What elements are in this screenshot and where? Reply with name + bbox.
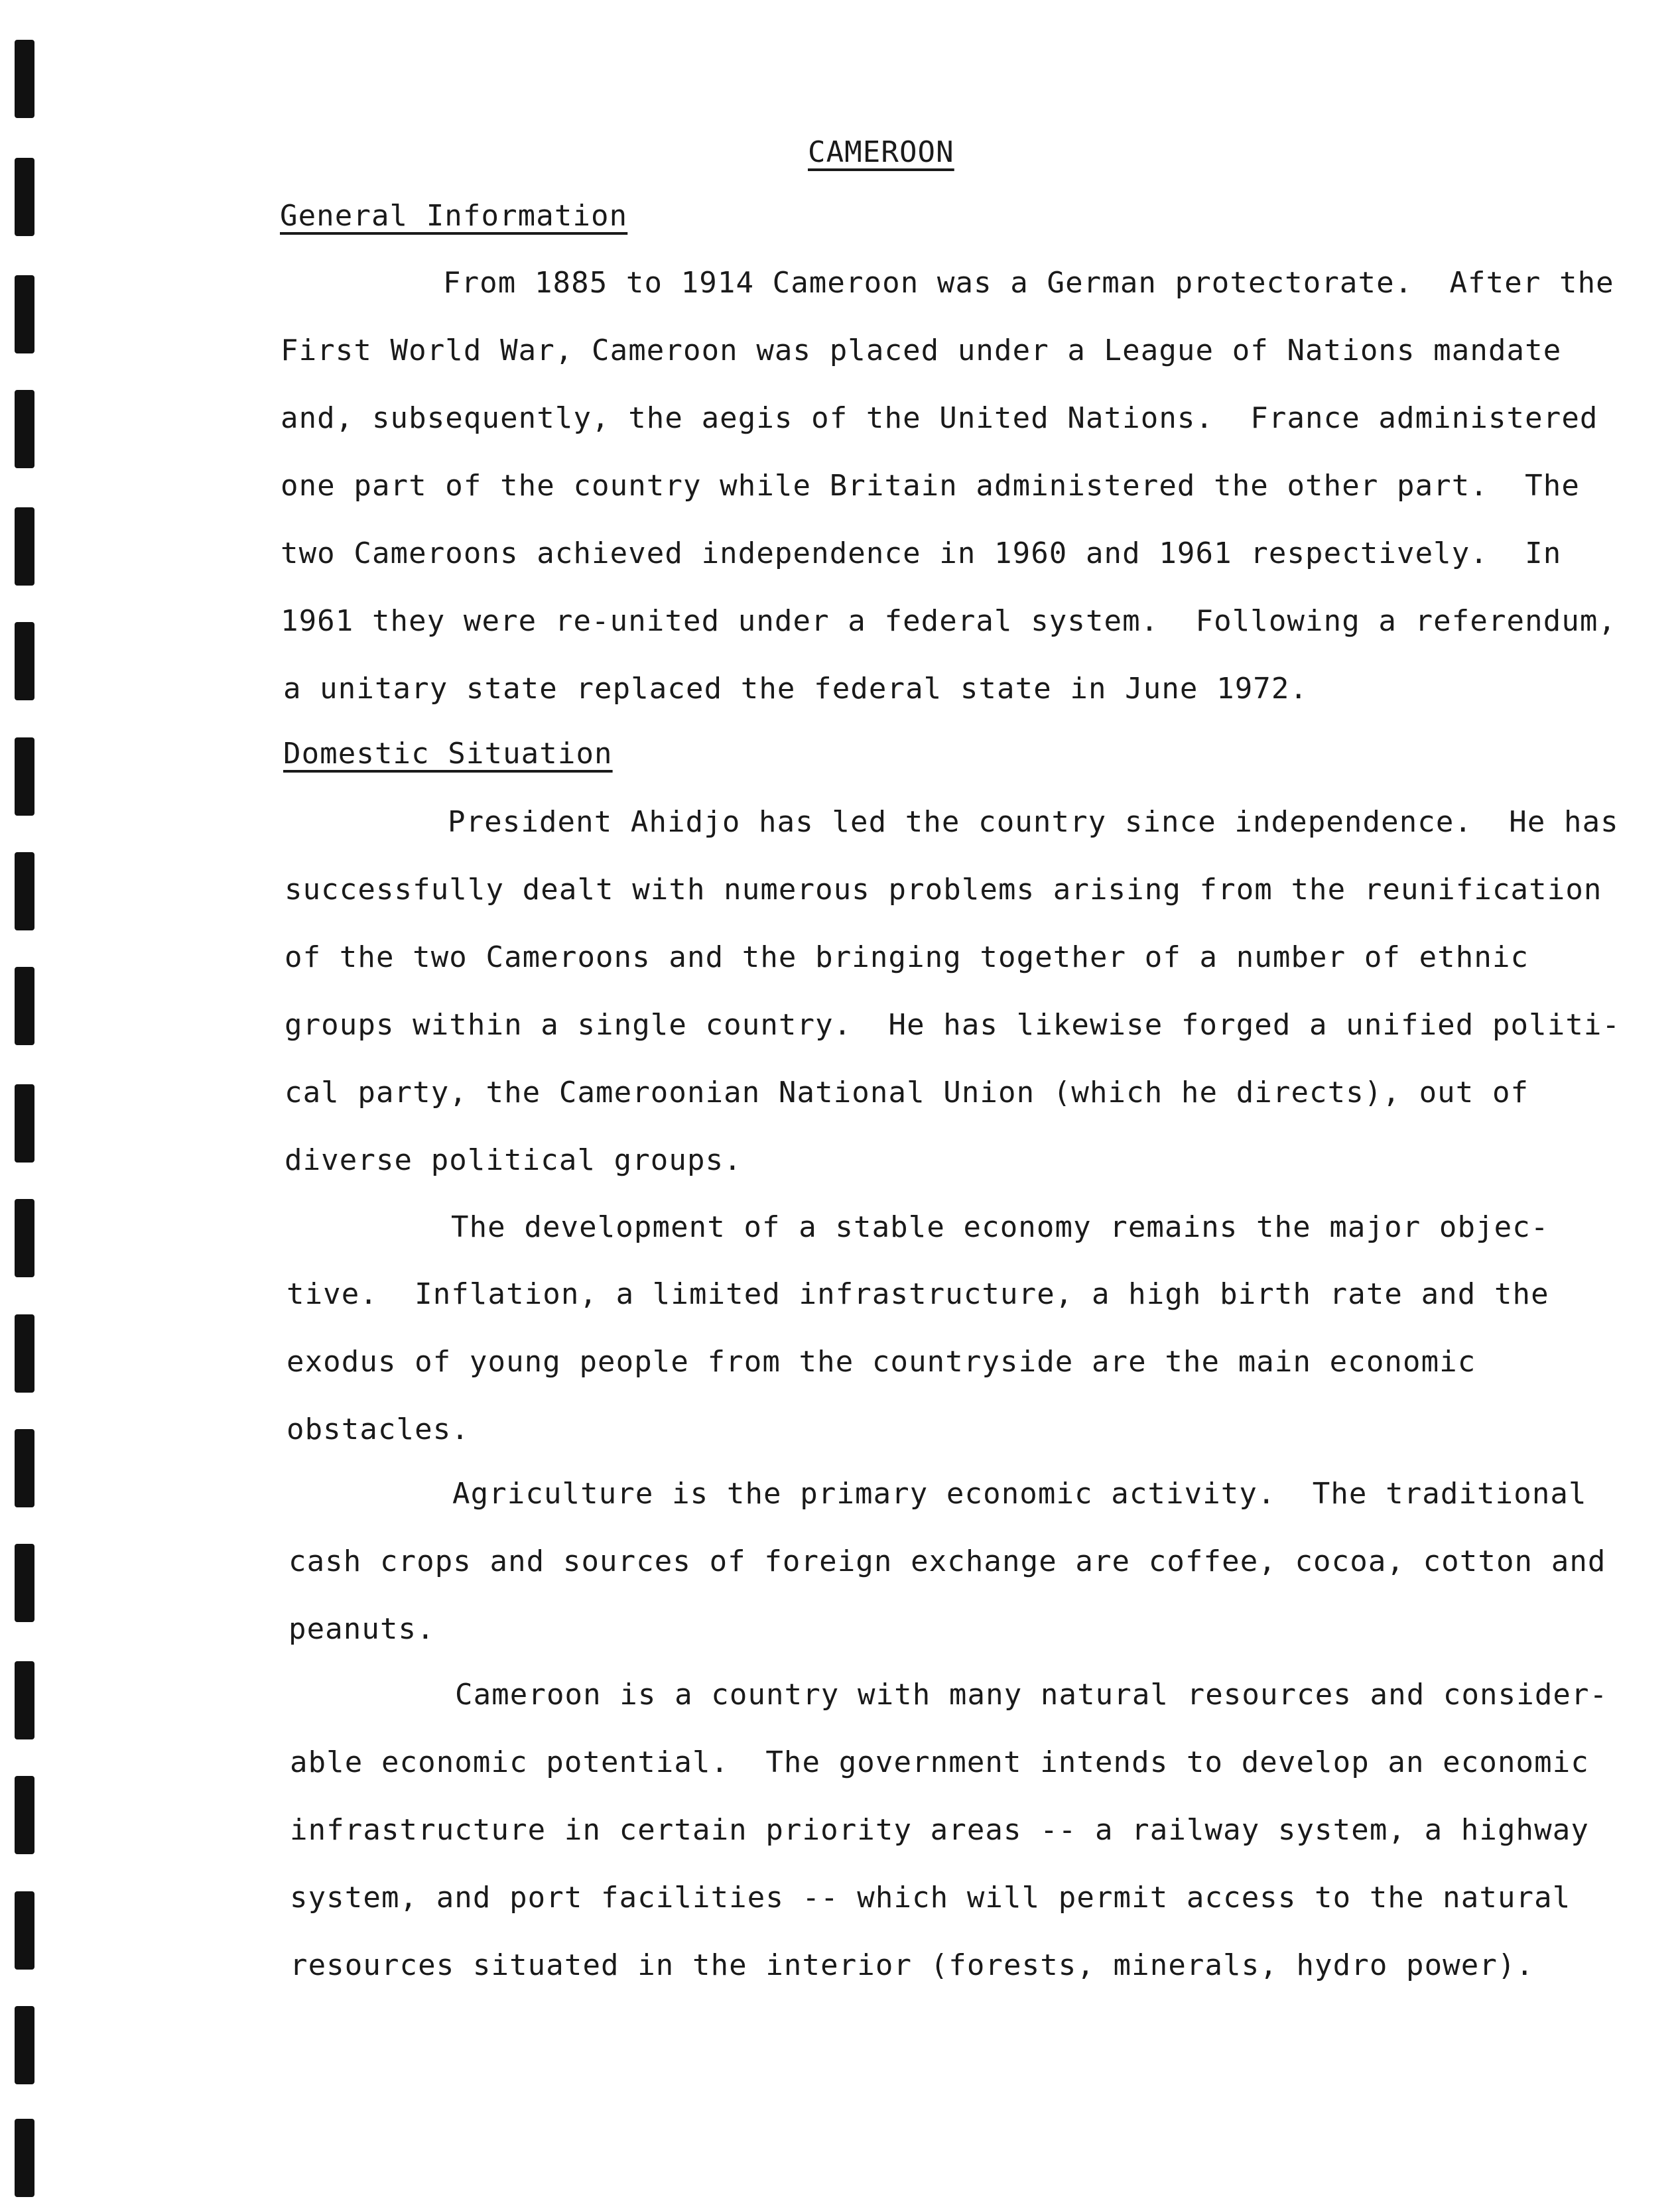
paragraph-line: groups within a single country. He has likewise forged a unified politi- — [285, 1008, 1621, 1042]
paragraph-line: a unitary state replaced the federal state in June 1972. — [283, 672, 1309, 706]
paragraph-line: one part of the country while Britain administered the other part. The — [281, 469, 1580, 503]
paragraph-line: tive. Inflation, a limited infrastructure, a high birth rate and the — [287, 1277, 1549, 1311]
binder-hole — [15, 1314, 34, 1393]
binder-hole — [15, 1891, 34, 1970]
paragraph-line: resources situated in the interior (forests, minerals, hydro power). — [290, 1948, 1535, 1982]
binder-hole — [15, 2119, 34, 2197]
binder-hole — [15, 158, 34, 236]
binder-hole — [15, 1199, 34, 1277]
binder-hole — [15, 1544, 34, 1622]
binder-hole — [15, 507, 34, 586]
paragraph-line: cal party, the Cameroonian National Union (which he directs), out of — [285, 1076, 1529, 1109]
paragraph-line: able economic potential. The government intends to develop an economic — [290, 1745, 1589, 1779]
paragraph-line: Cameroon is a country with many natural resources and consider- — [455, 1678, 1608, 1712]
binder-hole — [15, 1084, 34, 1163]
binder-hole — [15, 622, 34, 700]
binder-hole — [15, 390, 34, 468]
paragraph-line: 1961 they were re-united under a federal system. Following a referendum, — [281, 604, 1617, 638]
paragraph-line: The development of a stable economy remains the major objec- — [451, 1210, 1549, 1244]
page-title: CAMEROON — [808, 135, 954, 169]
paragraph-line: From 1885 to 1914 Cameroon was a German protectorate. After the — [443, 266, 1614, 300]
paragraph-line: two Cameroons achieved independence in 1960 and 1961 respectively. In — [281, 536, 1562, 570]
paragraph-line: successfully dealt with numerous problems arising from the reunification — [285, 873, 1602, 907]
paragraph-line: and, subsequently, the aegis of the United Nations. France administered — [281, 401, 1598, 435]
binder-hole — [15, 852, 34, 930]
paragraph-line: First World War, Cameroon was placed under a League of Nations mandate — [281, 334, 1562, 367]
paragraph-line: Agriculture is the primary economic activity. The traditional — [452, 1477, 1587, 1511]
binder-hole — [15, 737, 34, 816]
paragraph-line: of the two Cameroons and the bringing together of a number of ethnic — [285, 940, 1529, 974]
section-heading-domestic-situation: Domestic Situation — [283, 737, 613, 771]
binder-holes — [0, 0, 53, 2205]
section-heading-general-information: General Information — [280, 199, 628, 233]
binder-hole — [15, 275, 34, 353]
binder-hole — [15, 2006, 34, 2084]
paragraph-line: obstacles. — [287, 1413, 470, 1446]
paragraph-line: President Ahidjo has led the country since independence. He has — [448, 805, 1619, 839]
binder-hole — [15, 40, 34, 118]
paragraph-line: system, and port facilities -- which will permit access to the natural — [290, 1881, 1571, 1915]
paragraph-line: cash crops and sources of foreign exchange are coffee, cocoa, cotton and — [289, 1544, 1606, 1578]
binder-hole — [15, 1661, 34, 1739]
paragraph-line: exodus of young people from the countryside are the main economic — [287, 1345, 1476, 1379]
binder-hole — [15, 1776, 34, 1854]
paragraph-line: peanuts. — [289, 1612, 435, 1646]
binder-hole — [15, 967, 34, 1045]
binder-hole — [15, 1429, 34, 1507]
paragraph-line: infrastructure in certain priority areas -- a railway system, a highway — [290, 1813, 1589, 1847]
paragraph-line: diverse political groups. — [285, 1143, 742, 1177]
